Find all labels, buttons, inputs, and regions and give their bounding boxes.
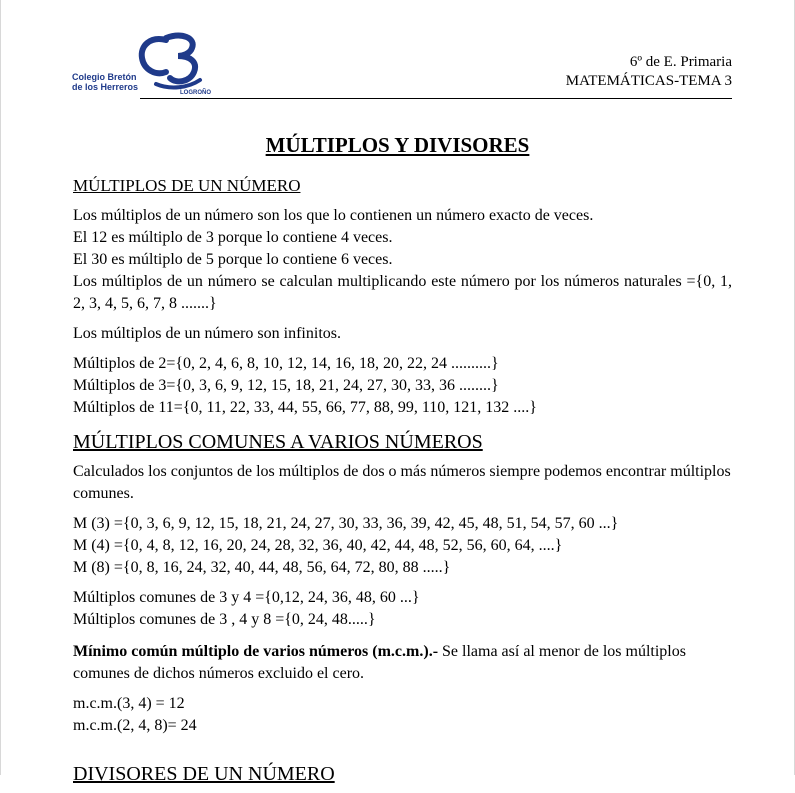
paragraph: Los múltiplos de un número son los que lo contienen un número exacto de veces. (73, 207, 594, 224)
header-divider (140, 98, 732, 99)
definition-text: Se llama así al menor de los múltiplos comunes de dichos números excluido el cero. (73, 643, 686, 682)
example-line: Múltiplos de 3={0, 3, 6, 9, 12, 15, 18, 21, 24, 27, 30, 33, 36 ........} (73, 377, 499, 394)
page-title: MÚLTIPLOS Y DIVISORES (265, 133, 530, 157)
school-logo (72, 32, 252, 102)
example-line: Múltiplos comunes de 3 y 4 ={0,12, 24, 36, 48, 60 ...} (73, 589, 420, 606)
definition-term: Mínimo común múltiplo de varios números (m.c.m.).- (73, 643, 439, 660)
example-line: M (8) ={0, 8, 16, 24, 32, 40, 44, 48, 56, 64, 72, 80, 88 .....} (73, 559, 451, 576)
school-name (72, 72, 138, 92)
document-body (73, 175, 732, 793)
header-info (566, 53, 732, 91)
section-heading-divisores: DIVISORES DE UN NÚMERO (73, 763, 335, 785)
section-heading-comunes: MÚLTIPLOS COMUNES A VARIOS NÚMEROS (73, 431, 483, 453)
paragraph: El 30 es múltiplo de 5 porque lo contiene 6 veces. (73, 251, 393, 268)
example-line: Múltiplos de 11={0, 11, 22, 33, 44, 55, 66, 77, 88, 99, 110, 121, 132 ....} (73, 399, 537, 416)
school-city: LOGROÑO (180, 90, 211, 96)
header-topic: MATEMÁTICAS-TEMA 3 (565, 73, 732, 89)
example-line: m.c.m.(3, 4) = 12 (73, 695, 185, 712)
example-line: M (4) ={0, 4, 8, 12, 16, 20, 24, 28, 32, 36, 40, 42, 44, 48, 52, 56, 60, 64, ....} (73, 537, 563, 554)
definition-paragraph (73, 641, 732, 685)
example-line: M (3) ={0, 3, 6, 9, 12, 15, 18, 21, 24, 27, 30, 33, 36, 39, 42, 45, 48, 51, 54, 57, 60 ...} (73, 515, 619, 532)
example-line: m.c.m.(2, 4, 8)= 24 (73, 717, 197, 734)
example-line: Múltiplos comunes de 3 , 4 y 8 ={0, 24, 48.....} (73, 611, 376, 628)
paragraph: El 12 es múltiplo de 3 porque lo contiene 4 veces. (73, 229, 393, 246)
example-line: Múltiplos de 2={0, 2, 4, 6, 8, 10, 12, 14, 16, 18, 20, 22, 24 ..........} (73, 355, 499, 372)
paragraph: Los múltiplos de un número son infinitos. (73, 325, 341, 342)
section-heading-multiplos: MÚLTIPLOS DE UN NÚMERO (73, 176, 301, 195)
header-course: 6º de E. Primaria (629, 54, 732, 70)
school-name-line2: de los Herreros (72, 82, 139, 92)
paragraph: Los múltiplos de un número se calculan multiplicando este número por los números naturales ={0, 1, 2, 3, 4, 5, 6, 7, 8 .......} (73, 273, 732, 312)
paragraph: Calculados los conjuntos de los múltiplos de dos o más números siempre podemos encontrar múltiplos comunes. (73, 463, 731, 502)
school-logo-icon (136, 32, 216, 94)
school-name-line1: Colegio Bretón (72, 72, 137, 82)
